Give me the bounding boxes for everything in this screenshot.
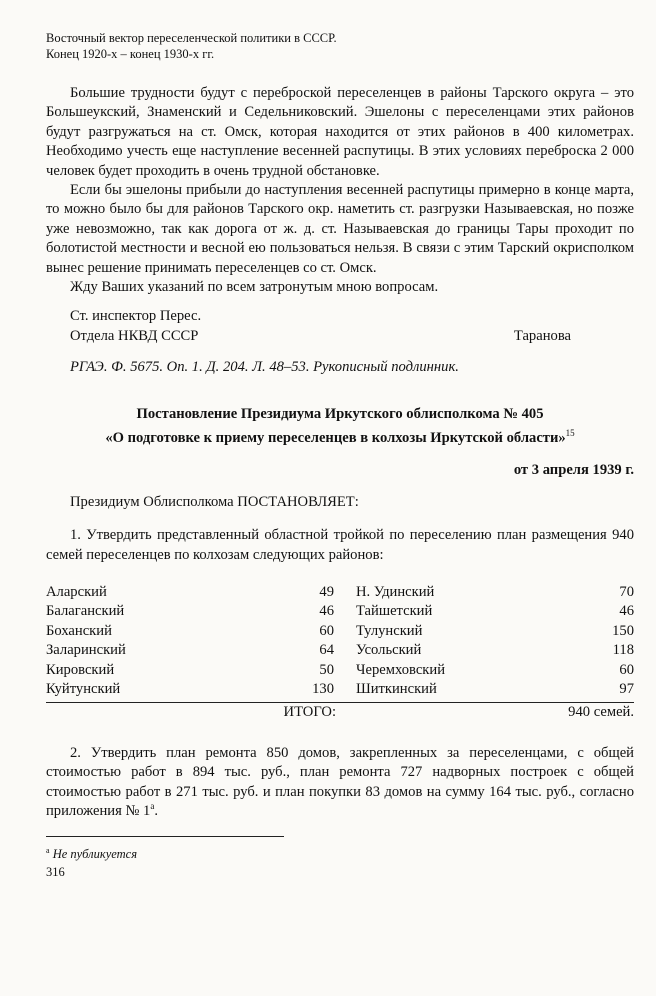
- districts-table: [46, 583, 634, 700]
- decree-point-2: [46, 744, 634, 822]
- district-families: 49: [319, 583, 334, 600]
- footnote: [46, 843, 634, 862]
- district-name: Черемховский: [356, 661, 446, 678]
- district-families: 118: [612, 642, 634, 659]
- district-families: 70: [619, 583, 634, 600]
- signature-title-2: Отдела НКВД СССР: [70, 327, 199, 344]
- district-row: [46, 602, 634, 622]
- district-row: [46, 661, 634, 681]
- decree-date: от 3 апреля 1939 г.: [513, 462, 634, 479]
- total-value: 940 семей.: [568, 703, 634, 720]
- page-number: 316: [46, 864, 65, 879]
- decree-point-2-text: 2. Утвердить план ремонта 850 домов, закрепленных за переселенцами, с общей стоимостью работ в 894 тыс. руб., план ремонта 727 надворных построек с общей стоимостью работ в 271 тыс. руб. и план покупки 83 домов на сумму 164 тыс. руб., согласно приложения № 1: [46, 744, 634, 820]
- district-row: [46, 680, 634, 700]
- decree-title-text: «О подготовке к приему переселенцев в колхозы Иркутской области»: [105, 429, 566, 446]
- districts-total: [46, 702, 634, 722]
- decree-title-line-1: Постановление Президиума Иркутского облисполкома № 405: [136, 405, 544, 422]
- signature-block: [46, 307, 634, 346]
- district-row: [46, 641, 634, 661]
- decree-title: [46, 405, 634, 449]
- document-page: [46, 30, 634, 880]
- point-2-note: а: [150, 801, 155, 812]
- district-families: 50: [319, 661, 334, 678]
- district-name: Балаганский: [46, 603, 125, 620]
- signature-name: Таранова: [513, 327, 571, 344]
- district-families: 64: [319, 642, 334, 659]
- running-head-line-1: Восточный вектор переселенческой политики в СССР.: [46, 31, 337, 45]
- footnote-rule: [46, 836, 284, 837]
- district-name: Заларинский: [46, 642, 126, 659]
- decree-title-line-2: [46, 424, 634, 448]
- district-families: 150: [612, 622, 634, 639]
- point-2-end: .: [154, 803, 159, 820]
- district-families: 60: [319, 622, 334, 639]
- district-families: 60: [619, 661, 634, 678]
- district-families: 97: [619, 681, 634, 698]
- district-name: Шиткинский: [356, 681, 437, 698]
- column-gap: [334, 602, 356, 622]
- letter-paragraph-3: Жду Ваших указаний по всем затронутым мною вопросам.: [70, 279, 439, 296]
- column-gap: [334, 680, 356, 700]
- district-name: Кировский: [46, 661, 115, 678]
- letter-paragraph-2: Если бы эшелоны прибыли до наступления весенней распутицы примерно в конце марта, то можно было бы для районов Тарского окр. наметить ст. разгрузки Называевская, но позже уже невозможно, так как дорога от ж. д. ст. Называевская до границы Тары проходит по болотистой местности и весной ею пользоваться нельзя. В связи с этим Тарский окрисполком вынес решение принимать переселенцев со ст. Омск.: [46, 182, 634, 276]
- district-name: Боханский: [46, 622, 112, 639]
- decree-point-1: 1. Утвердить представленный областной тройкой по переселению план размещения 940 семей переселенцев по колхозам следующих районов:: [46, 527, 634, 563]
- footnote-mark: а: [46, 845, 50, 855]
- running-head: [46, 30, 634, 62]
- running-head-line-2: Конец 1920-х – конец 1930-х гг.: [46, 47, 215, 61]
- total-label: ИТОГО:: [283, 703, 336, 720]
- column-gap: [334, 622, 356, 642]
- district-name: Аларский: [46, 583, 107, 600]
- archive-source: РГАЭ. Ф. 5675. Оп. 1. Д. 204. Л. 48–53. Рукописный подлинник.: [70, 359, 459, 376]
- district-name: Тайшетский: [356, 603, 433, 620]
- column-gap: [334, 661, 356, 681]
- decree-preamble: Президиум Облисполкома ПОСТАНОВЛЯЕТ:: [70, 493, 359, 510]
- district-families: 46: [619, 603, 634, 620]
- signature-title-1: Ст. инспектор Перес.: [70, 308, 202, 325]
- letter-paragraph-1: Большие трудности будут с переброской переселенцев в районы Тарского округа – это Большеукский, Знаменский и Седельниковский. Эшелоны с переселенцами этих районов будут разгружаться на ст. Омск, которая находится от этих районов в 400 километрах. Необходимо учесть еще наступление весенней распутицы. В этих условиях переброска 2 000 человек будет проходить в очень трудной обстановке.: [46, 85, 634, 179]
- district-name: Н. Удинский: [356, 583, 435, 600]
- district-families: 46: [319, 603, 334, 620]
- footnote-text: Не публикуется: [52, 846, 138, 861]
- decree-title-note: 15: [565, 428, 575, 439]
- column-gap: [334, 583, 356, 603]
- column-gap: [334, 641, 356, 661]
- district-row: [46, 583, 634, 603]
- district-name: Усольский: [356, 642, 422, 659]
- district-families: 130: [312, 681, 334, 698]
- district-name: Куйтунский: [46, 681, 121, 698]
- district-row: [46, 622, 634, 642]
- district-name: Тулунский: [356, 622, 423, 639]
